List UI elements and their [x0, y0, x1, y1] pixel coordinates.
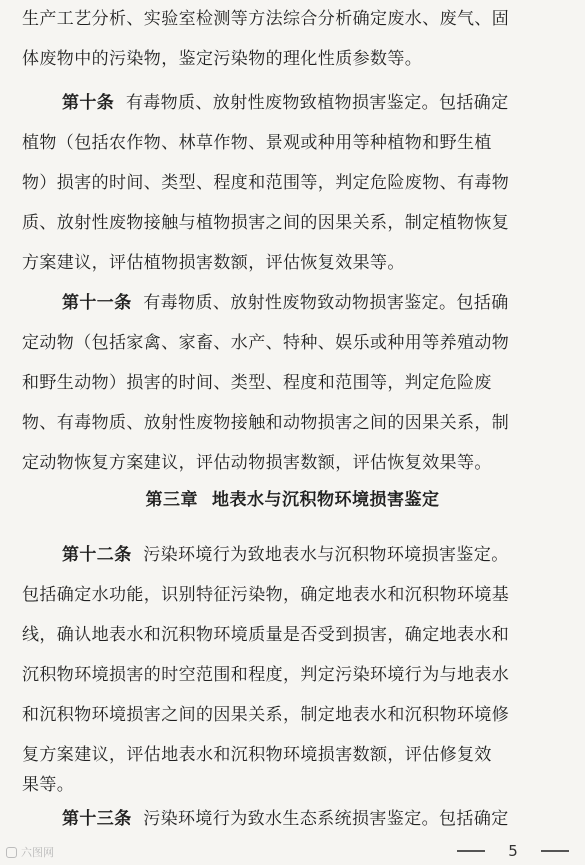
line-text: 沉积物环境损害的时空范围和程度，判定污染环境行为与地表水: [22, 665, 510, 685]
text-line-p1-2: [22, 44, 574, 74]
line-text: 体废物中的污染物，鉴定污染物的理化性质参数等。: [22, 49, 423, 69]
line-text: 定动物恢复方案建议，评估动物损害数额，评估恢复效果等。: [22, 453, 492, 473]
text-line-p3-4: [22, 408, 574, 438]
line-text: 有毒物质、放射性废物致植物损害鉴定。包括确定: [125, 93, 509, 113]
text-line-p2-2: [22, 128, 574, 158]
line-text: 质、放射性废物接触与植物损害之间的因果关系，制定植物恢复: [22, 213, 510, 233]
text-line-p3-5: [22, 448, 574, 478]
line-text: 方案建议，评估植物损害数额，评估恢复效果等。: [22, 253, 405, 273]
line-text: 复方案建议，评估地表水和沉积物环境损害数额，评估修复效: [22, 745, 492, 765]
page-footer: [457, 840, 569, 862]
text-line-p2-5: [22, 248, 574, 278]
article-10-first-line: [62, 88, 574, 118]
article-number: 第十三条: [62, 809, 132, 829]
line-text: 和野生动物）损害的时间、类型、程度和范围等，判定危险废: [22, 373, 492, 393]
line-text: 生产工艺分析、实验室检测等方法综合分析确定废水、废气、固: [22, 9, 510, 29]
article-11-first-line: [62, 288, 574, 318]
article-number: 第十二条: [62, 545, 132, 565]
chapter-title: 地表水与沉积物环境损害鉴定: [212, 490, 440, 510]
text-line-p4-2: [22, 580, 574, 610]
line-text: 果等。: [22, 775, 75, 795]
article-12-first-line: [62, 540, 574, 570]
page-number: 5: [508, 842, 518, 860]
text-line-p3-3: [22, 368, 574, 398]
text-line-p4-3: [22, 620, 574, 650]
line-text: 物）损害的时间、类型、程度和范围等，判定危险废物、有毒物: [22, 173, 510, 193]
article-13-first-line: [62, 804, 574, 834]
text-line-p3-2: [22, 328, 574, 358]
article-number: 第十条: [62, 93, 115, 113]
text-line-p4-7: [22, 770, 574, 800]
line-text: 和沉积物环境损害之间的因果关系，制定地表水和沉积物环境修: [22, 705, 510, 725]
text-line-p2-4: [22, 208, 574, 238]
line-text: 包括确定水功能，识别特征污染物，确定地表水和沉积物环境基: [22, 585, 510, 605]
line-text: 线，确认地表水和沉积物环境质量是否受到损害，确定地表水和: [22, 625, 510, 645]
watermark: [6, 843, 54, 861]
text-line-p4-4: [22, 660, 574, 690]
chapter-number: 第三章: [145, 490, 198, 510]
text-line-p2-3: [22, 168, 574, 198]
line-text: 污染环境行为致地表水与沉积物环境损害鉴定。: [143, 545, 509, 565]
text-line-p4-6: [22, 740, 574, 770]
chapter-heading: [0, 484, 585, 516]
line-text: 有毒物质、放射性废物致动物损害鉴定。包括确: [143, 293, 509, 313]
text-line-p4-5: [22, 700, 574, 730]
line-text: 定动物（包括家禽、家畜、水产、特种、娱乐或种用等养殖动物: [22, 333, 510, 353]
page-number-dash-right: [541, 850, 569, 851]
article-number: 第十一条: [62, 293, 132, 313]
watermark-text: 六图网: [21, 846, 54, 859]
text-line-p1-1: [22, 4, 574, 34]
line-text: 植物（包括农作物、林草作物、景观或种用等种植物和野生植: [22, 133, 492, 153]
line-text: 污染环境行为致水生态系统损害鉴定。包括确定: [143, 809, 509, 829]
line-text: 物、有毒物质、放射性废物接触和动物损害之间的因果关系，制: [22, 413, 510, 433]
watermark-logo-icon: [6, 847, 17, 858]
page-number-dash-left: [457, 850, 485, 851]
